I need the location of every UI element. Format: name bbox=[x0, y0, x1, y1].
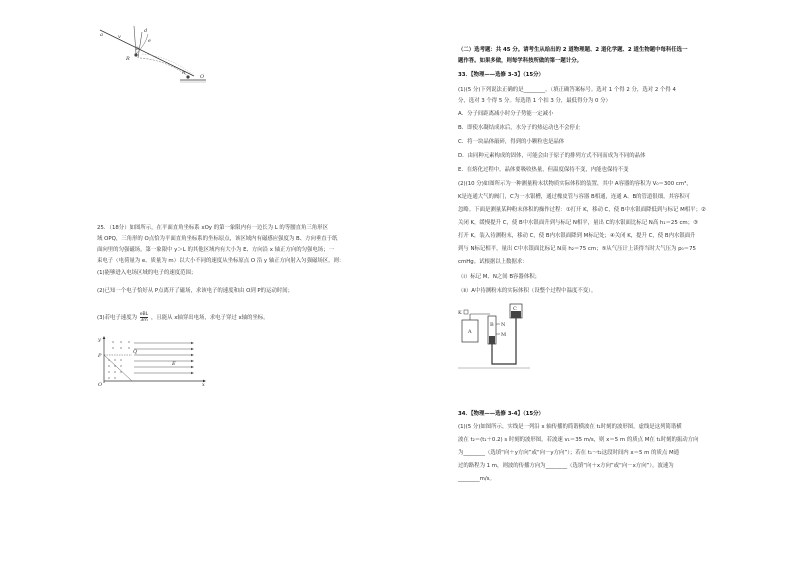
q33-part2-line-5: 打开 K，装入待测粉末，移动 C，使 B内水银面降到 M标记处；④关闭 K，提升 C，使 B内水银面升 bbox=[458, 233, 696, 239]
q34-title: 34．【物理——选修 3-4】（15分） bbox=[458, 411, 544, 417]
q33-part2-line-2: K是连通大气的阀门，C为一水银槽，通过橡皮管与容器 B相通，连通 A、B的管道很细，其容积可 bbox=[458, 194, 691, 200]
q25-line-3: 面向里的匀强磁场，第一象限中 y＞L 的其他区域内有大小为 E、方向沿 x 轴正方向的匀强电场；一 bbox=[97, 247, 334, 253]
label-v: v bbox=[118, 34, 121, 40]
q25-sub-3 bbox=[97, 312, 269, 323]
fraction-numerator: eBL bbox=[139, 312, 149, 317]
label-d: d bbox=[144, 28, 148, 34]
q33-option-d: D．由同种元素构成的固体，可能会由于原子的排列方式不同而成为不同的晶体 bbox=[458, 153, 646, 159]
label-container-b: B bbox=[490, 322, 494, 328]
q34-line-4: 过的路程为 1 m，则波的传播方向为________（选填“向＋x方向”或“向－x方向”），波速为 bbox=[458, 463, 674, 469]
q33-option-b: B．即使水凝结成冰后，水分子的热运动也不会停止 bbox=[458, 125, 581, 131]
q33-part2-line-1: (2)(10 分)如图所示为一种测量粉末状物质实际体积的装置，其中 A容器的容积为 V₀＝300 cm³， bbox=[458, 181, 692, 187]
label-origin: O bbox=[98, 382, 103, 387]
q33-part2-sub-2: （ⅱ）A中待测粉末的实际体积（设整个过程中温度不变）。 bbox=[458, 288, 597, 294]
label-e: e bbox=[148, 38, 151, 44]
field-figure bbox=[96, 335, 210, 387]
q25-line-1: 25．（18分）如图所示，在平面直角坐标系 xOy 的第一象限内有一边长为 L 的等腰直角三角形区 bbox=[97, 225, 328, 231]
q33-option-e: E．在熔化过程中，晶体要吸收热量，但温度保持不变，内能也保持不变 bbox=[458, 167, 629, 173]
velocity-fraction bbox=[140, 312, 149, 323]
label-mark-m: M bbox=[501, 332, 507, 338]
label-container-a: A bbox=[468, 329, 472, 335]
label-q: Q bbox=[133, 349, 138, 355]
q33-part1-line-2: 分，选对 3 个得 5 分。每选错 1 个扣 3 分，最低得分为 0 分） bbox=[458, 98, 611, 104]
q34-line-5: ________m/s。 bbox=[458, 476, 495, 482]
q33-option-c: C．将一块晶体敲碎，得到的小颗粒也是晶体 bbox=[458, 139, 565, 145]
q25-sub-3-suffix: ，且能从 x轴穿出电场，求电子穿过 x轴的坐标。 bbox=[150, 315, 269, 321]
q25-sub-2: (2)已知一个电子恰好从 P点离开了磁场，求该电子的速度和由 O到 P的运动时间； bbox=[97, 288, 294, 294]
q33-part1-line-1: (1)(5 分)下列说法正确的是________。（填正确答案标号。选对 1 个得 2 分，选对 2 个得 4 bbox=[458, 87, 676, 93]
q25-line-4: 束电子（电荷量为 e、质量为 m）以大小不同的速度从坐标原点 O 沿 y 轴正方向射入匀强磁场区。则： bbox=[97, 258, 345, 264]
section-header-line-1: （二）选考题：共 45 分。请考生从给出的 2 道物理题、2 道化学题、2 道生物题中每科任选一 bbox=[458, 47, 688, 53]
q33-part2-sub-1: （ⅰ）标记 M、N之间 B容器体积； bbox=[458, 274, 540, 280]
label-container-c: C bbox=[513, 306, 517, 312]
q34-line-2: 波在 t₂＝(t₁＋0.2) s 时刻的波形图，若波速 v₁＝35 m/s，则 x＝5 m 的质点 M在 t₁时刻的振动方向 bbox=[458, 437, 699, 443]
label-a: a bbox=[100, 32, 103, 38]
label-p: P bbox=[98, 353, 102, 359]
q33-part2-line-3: 忽略。下面是测量某种粉末体积的操作过程：①打开 K，移动 C，使 B中水银面降低到与标记 M相平；② bbox=[458, 207, 706, 213]
label-n: n bbox=[182, 70, 186, 76]
q25-sub-1: (1)能够进入电场区域的电子的速度范围； bbox=[97, 270, 197, 276]
section-header-line-2: 题作答。如果多做，则每学科按所做的第一题计分。 bbox=[458, 58, 582, 64]
q34-line-1: (1)(5 分)如图所示，实线是一列沿 x 轴传播的简谐横波在 t₁时刻的波形图，虚线是这列简谐横 bbox=[458, 424, 682, 430]
label-r: R bbox=[126, 56, 130, 62]
label-e-field: E bbox=[172, 361, 176, 367]
label-x: x bbox=[202, 382, 205, 387]
label-o: O bbox=[200, 74, 205, 80]
q33-option-a: A．分子间距离减小时分子势能一定减小 bbox=[458, 111, 554, 117]
q33-title: 33．【物理——选修 3-3】（15分） bbox=[458, 72, 544, 78]
q25-sub-3-prefix: (3)若电子速度为 bbox=[97, 315, 137, 321]
label-mark-n: N bbox=[501, 322, 506, 328]
fraction-denominator: 3m bbox=[140, 318, 148, 323]
manometer-figure bbox=[456, 302, 534, 372]
label-y: y bbox=[98, 337, 101, 343]
q33-part2-line-6: 到与 N标记相平，量出 C中水银面比标记 N高 h₂＝75 cm；⑤从气压计上读得当时大气压为 p₀＝75 bbox=[458, 246, 696, 252]
label-b: b bbox=[136, 46, 140, 52]
q33-part2-line-4: 关闭 K，缓慢提升 C，使 B中水银面升到与标记 N相平，量出 C的水银面比标记 N高 h₁＝25 cm；③ bbox=[458, 220, 698, 226]
label-k: K bbox=[458, 310, 462, 316]
q34-line-3: 为________（选填“向＋y方向”或“向－y方向”）；若在 t₁～t₂这段时间内 x＝5 m 的质点 M通 bbox=[458, 450, 679, 456]
incline-figure bbox=[96, 24, 208, 86]
q33-part2-line-7: cmHg。试根据以上数据求： bbox=[458, 259, 528, 265]
q25-line-2: 域 OPQ，三角形的 O点恰为平面直角坐标系的坐标原点，该区域内有磁感应强度为 B、方向垂直于纸 bbox=[97, 236, 338, 242]
